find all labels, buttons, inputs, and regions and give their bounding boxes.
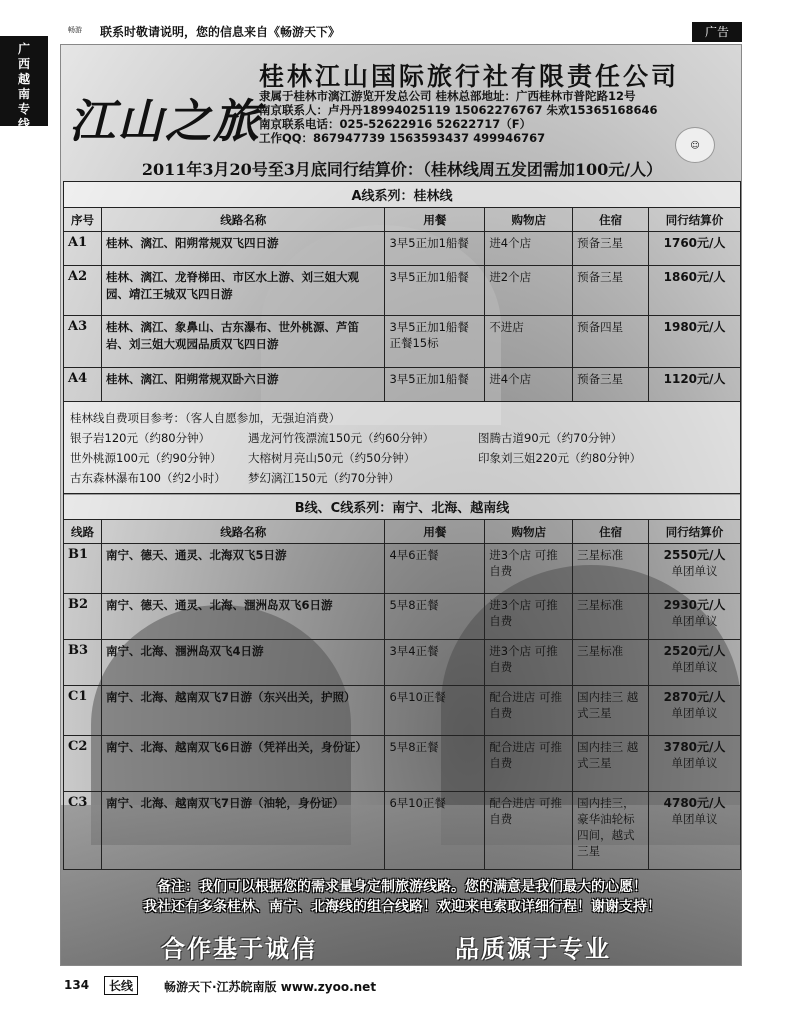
price	[649, 736, 741, 792]
price	[649, 640, 741, 686]
price	[649, 316, 741, 368]
side-tab-char: 线	[17, 117, 30, 131]
route-code: A1	[64, 232, 102, 266]
price-note: 单团单议	[671, 812, 718, 826]
price-value: 4780元/人	[663, 796, 726, 810]
price-note: 单团单议	[671, 614, 718, 628]
table-row	[64, 686, 741, 736]
meal-plan: 4早6正餐	[385, 544, 485, 594]
selfpay-item: 大榕树月亮山50元（约50分钟）	[248, 451, 416, 465]
route-name: 桂林、漓江、龙脊梯田、市区水上游、刘三姐大观园、靖江王城双飞四日游	[101, 266, 385, 316]
table-row	[64, 640, 741, 686]
price-value: 2870元/人	[663, 690, 726, 704]
selfpay-line	[70, 468, 734, 488]
lodging: 预备三星	[573, 232, 649, 266]
ad-tag: 广告	[692, 22, 742, 42]
contact-info	[259, 89, 731, 157]
route-code: A4	[64, 368, 102, 402]
price-banner: 2011年3月20号至3月底同行结算价：（桂林线周五发团需加100元/人）	[141, 160, 663, 179]
page-footer	[60, 976, 742, 996]
selfpay-row	[64, 402, 741, 495]
column-header: 线路名称	[101, 520, 384, 544]
route-code: C3	[64, 792, 102, 870]
shopping: 进3个店 可推自费	[485, 544, 573, 594]
route-name: 南宁、北海、越南双飞7日游（东兴出关，护照）	[101, 686, 384, 736]
section-title: B线、C线系列：南宁、北海、越南线	[64, 494, 741, 520]
route-code: C2	[64, 736, 102, 792]
magazine-logo: 畅游	[68, 26, 82, 34]
price	[649, 266, 741, 316]
route-name: 南宁、北海、越南双飞7日游（油轮，身份证）	[101, 792, 384, 870]
route-name: 南宁、北海、涠洲岛双飞4日游	[101, 640, 384, 686]
selfpay-item: 图腾古道90元（约70分钟）	[478, 431, 623, 445]
contact-notice: 联系时敬请说明，您的信息来自《畅游天下》	[100, 25, 341, 39]
column-header: 序号	[64, 208, 102, 232]
table-row	[64, 792, 741, 870]
meal-plan: 5早8正餐	[385, 594, 485, 640]
side-tab-char: 广	[17, 42, 30, 56]
magazine-credit: 畅游天下·江苏皖南版 www.zyoo.net	[164, 980, 377, 994]
section-label: 长线	[104, 976, 138, 995]
price	[649, 232, 741, 266]
selfpay-item: 世外桃源100元（约90分钟）	[70, 451, 222, 465]
side-tab-char: 西	[17, 57, 30, 71]
info-line: 工作QQ：867947739 1563593437 499946767	[259, 131, 546, 145]
selfpay-line	[70, 448, 734, 468]
table-row	[64, 736, 741, 792]
slogan-right: 品质源于专业	[455, 935, 611, 963]
page-number: 134	[64, 978, 90, 992]
meal-plan: 6早10正餐	[385, 792, 485, 870]
meal-plan: 5早8正餐	[385, 736, 485, 792]
route-name: 桂林、漓江、阳朔常规双飞四日游	[101, 232, 385, 266]
info-line: 南京联系电话：025-52622916 52622717（F）	[259, 117, 532, 131]
shopping: 配合进店 可推自费	[485, 686, 573, 736]
lodging: 三星标准	[573, 640, 649, 686]
shopping: 进3个店 可推自费	[485, 594, 573, 640]
route-name: 桂林、漓江、阳朔常规双卧六日游	[101, 368, 385, 402]
shopping: 进2个店	[485, 266, 573, 316]
remark-line: 我社还有多条桂林、南宁、北海线的组合线路！欢迎来电索取详细行程！谢谢支持！	[143, 899, 661, 915]
price-note: 单团单议	[671, 756, 718, 770]
price-note: 单团单议	[671, 660, 718, 674]
price	[649, 594, 741, 640]
route-name: 南宁、北海、越南双飞6日游（凭祥出关，身份证）	[101, 736, 384, 792]
lodging: 国内挂三 越式三星	[573, 736, 649, 792]
section-title: A线系列：桂林线	[64, 182, 741, 208]
column-header: 购物店	[485, 520, 573, 544]
selfpay-item: 梦幻漓江150元（约70分钟）	[248, 471, 400, 485]
selfpay-title: 桂林线自费项目参考：（客人自愿参加，无强迫消费）	[70, 411, 341, 425]
route-name: 南宁、德天、通灵、北海、涠洲岛双飞6日游	[101, 594, 384, 640]
price	[649, 686, 741, 736]
lodging: 预备四星	[573, 316, 649, 368]
ad-frame	[60, 44, 742, 966]
column-header: 同行结算价	[649, 208, 741, 232]
price	[649, 792, 741, 870]
lodging: 国内挂三 越式三星	[573, 686, 649, 736]
price-note: 单团单议	[671, 564, 718, 578]
meal-plan: 3早5正加1船餐	[385, 368, 485, 402]
route-code: C1	[64, 686, 102, 736]
price-value: 2520元/人	[663, 644, 726, 658]
selfpay-line	[70, 428, 734, 448]
brand-title: 江山之旅	[69, 94, 261, 148]
column-header: 住宿	[573, 520, 649, 544]
price-value: 2930元/人	[663, 598, 726, 612]
column-header: 线路名称	[101, 208, 385, 232]
shopping: 进3个店 可推自费	[485, 640, 573, 686]
side-section-tab	[0, 36, 48, 131]
meal-plan: 3早4正餐	[385, 640, 485, 686]
slogans	[61, 929, 742, 963]
info-line: 隶属于桂林市漓江游览开发总公司 桂林总部地址：广西桂林市普陀路12号	[259, 89, 636, 103]
table-row	[64, 544, 741, 594]
price-value: 1120元/人	[663, 372, 726, 386]
column-header: 住宿	[573, 208, 649, 232]
selfpay-item: 古东森林瀑布100（约2小时）	[70, 471, 226, 485]
column-header: 用餐	[385, 208, 485, 232]
table-row	[64, 368, 741, 402]
column-header: 线路	[64, 520, 102, 544]
meal-plan: 3早5正加1船餐	[385, 266, 485, 316]
route-name: 桂林、漓江、象鼻山、古东瀑布、世外桃源、芦笛岩、刘三姐大观园品质双飞四日游	[101, 316, 385, 368]
price-value: 1860元/人	[663, 270, 726, 284]
shopping: 不进店	[485, 316, 573, 368]
table-row	[64, 316, 741, 368]
table-row	[64, 266, 741, 316]
lodging: 预备三星	[573, 266, 649, 316]
table-row	[64, 232, 741, 266]
shopping: 配合进店 可推自费	[485, 736, 573, 792]
meal-plan: 6早10正餐	[385, 686, 485, 736]
table-a	[63, 181, 741, 495]
mascot-icon: ☺	[675, 127, 715, 163]
side-tab-char: 越	[17, 72, 30, 86]
slogan-left: 合作基于诚信	[161, 935, 317, 963]
table-b	[63, 493, 741, 870]
shopping: 进4个店	[485, 232, 573, 266]
shopping: 配合进店 可推自费	[485, 792, 573, 870]
side-tab-char: 南	[17, 87, 30, 101]
lodging: 预备三星	[573, 368, 649, 402]
route-code: A2	[64, 266, 102, 316]
price-value: 1760元/人	[663, 236, 726, 250]
column-header: 用餐	[385, 520, 485, 544]
route-code: B3	[64, 640, 102, 686]
remark-line: 备注：我们可以根据您的需求量身定制旅游线路。您的满意是我们最大的心愿！	[157, 879, 647, 895]
route-code: B2	[64, 594, 102, 640]
selfpay-item: 遇龙河竹筏漂流150元（约60分钟）	[248, 431, 435, 445]
shopping: 进4个店	[485, 368, 573, 402]
price-value: 3780元/人	[663, 740, 726, 754]
lodging: 三星标准	[573, 544, 649, 594]
meal-plan: 3早5正加1船餐 正餐15标	[385, 316, 485, 368]
meal-plan: 3早5正加1船餐	[385, 232, 485, 266]
column-header: 同行结算价	[649, 520, 741, 544]
remarks	[61, 877, 742, 917]
price	[649, 368, 741, 402]
company-name: 桂林江山国际旅行社有限责任公司	[259, 62, 680, 91]
selfpay-item: 印象刘三姐220元（约80分钟）	[478, 451, 642, 465]
column-header: 购物店	[485, 208, 573, 232]
price	[649, 544, 741, 594]
route-code: B1	[64, 544, 102, 594]
lodging: 三星标准	[573, 594, 649, 640]
selfpay-block	[64, 402, 741, 495]
top-header	[60, 20, 742, 42]
price-value: 1980元/人	[663, 320, 726, 334]
selfpay-item: 银子岩120元（约80分钟）	[70, 431, 211, 445]
price-note: 单团单议	[671, 706, 718, 720]
price-value: 2550元/人	[663, 548, 726, 562]
route-name: 南宁、德天、通灵、北海双飞5日游	[101, 544, 384, 594]
side-tab-char: 专	[17, 102, 30, 116]
table-row	[64, 594, 741, 640]
route-code: A3	[64, 316, 102, 368]
lodging: 国内挂三，豪华油轮标四间，越式三星	[573, 792, 649, 870]
info-line: 南京联系人：卢丹丹18994025119 15062276767 朱欢15365168646	[259, 103, 658, 117]
